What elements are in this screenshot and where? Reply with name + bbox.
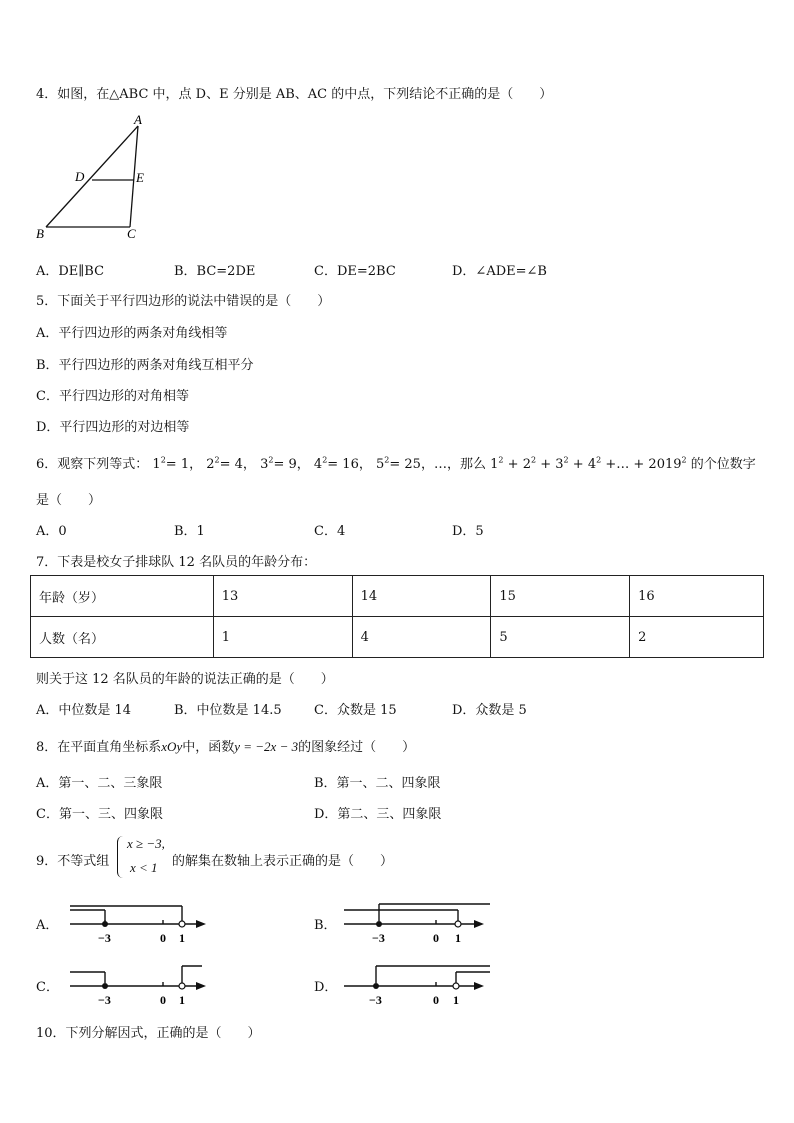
q8-option-a[interactable]: A．第一、二、三象限	[36, 776, 163, 791]
q4-option-b[interactable]: B．BC=2DE	[174, 264, 256, 279]
q6-line2: 是（ ）	[36, 493, 102, 508]
q6-eq-4: $4^2= 16$	[313, 455, 359, 472]
q8-stem: 8．在平面直角坐标系xOy中，函数y = −2x − 3的图象经过（ ）	[36, 739, 416, 755]
q7-option-b[interactable]: B．中位数是 14.5	[174, 703, 282, 718]
q7-stem: 7．下表是校女子排球队 12 名队员的年龄分布：	[36, 555, 317, 570]
tick-label: 1	[179, 931, 185, 945]
tick-label: 1	[453, 993, 459, 1007]
system-brace	[117, 836, 126, 878]
table-cell: 14	[352, 576, 491, 617]
q8-option-d[interactable]: D．第二、三、四象限	[314, 807, 442, 822]
q7-option-c[interactable]: C．众数是 15	[314, 703, 397, 718]
q6-option-d[interactable]: D．5	[452, 524, 484, 539]
q4-option-d[interactable]: D．∠ADE=∠B	[452, 264, 547, 279]
q6-end: 的个位数字	[690, 457, 756, 472]
q6-sum: $1^2 + 2^2 + 3^2 + 4^2$ +… + 2019$^2$	[490, 455, 687, 472]
q8-option-c[interactable]: C．第一、三、四象限	[36, 807, 163, 822]
table-cell: 16	[630, 576, 764, 617]
tick-label: −3	[98, 931, 111, 945]
label-a: A	[134, 112, 142, 127]
q7-option-d[interactable]: D．众数是 5	[452, 703, 527, 718]
q8-coordinate-system: xOy	[161, 739, 183, 754]
q9-ineq-1: x ≥ −3,	[127, 836, 165, 851]
tick-label: 0	[433, 993, 439, 1007]
number-line-d[interactable]	[336, 960, 496, 1010]
table-row	[31, 617, 764, 658]
q8-option-b[interactable]: B．第一、二、四象限	[314, 776, 441, 791]
label-c: C	[127, 226, 136, 241]
q5-option-b[interactable]: B．平行四边形的两条对角线互相平分	[36, 358, 254, 373]
q5-stem: 5．下面关于平行四边形的说法中错误的是（ ）	[36, 294, 331, 309]
tick-label: −3	[372, 931, 385, 945]
table-cell: 4	[352, 617, 491, 658]
q9-post: 的解集在数轴上表示正确的是（ ）	[172, 854, 394, 869]
q7-follow: 则关于这 12 名队员的年龄的说法正确的是（ ）	[36, 672, 334, 687]
number-line-a[interactable]	[60, 898, 210, 948]
q9-option-b-label[interactable]: B．	[314, 918, 337, 933]
q4-option-a[interactable]: A．DE∥BC	[36, 264, 105, 279]
table-cell: 2	[630, 617, 764, 658]
label-e: E	[136, 170, 144, 185]
table-cell: 13	[213, 576, 352, 617]
q6-eq-3: $3^2= 9$	[260, 455, 297, 472]
tick-label: 1	[179, 993, 185, 1007]
q6-eq-2: $2^2= 4$	[206, 455, 243, 472]
q6-eq-5: $5^2= 25$	[376, 455, 421, 472]
q6-stem: 6．观察下列等式： $1^2= 1$， $2^2= 4$， $3^2= 9$， $4^2= 16$， $5^2= 25$，…，那么 $1^2 + 2^2 + 3^2 + 4^2$ +… + 2019$^2$ 的个位数字	[36, 455, 756, 472]
q6-option-c[interactable]: C．4	[314, 524, 346, 539]
label-b: B	[36, 226, 44, 241]
tick-label: 0	[160, 931, 166, 945]
tick-label: −3	[369, 993, 382, 1007]
table-cell: 5	[491, 617, 630, 658]
q10-stem: 10．下列分解因式，正确的是（ ）	[36, 1026, 261, 1041]
q5-option-a[interactable]: A．平行四边形的两条对角线相等	[36, 326, 228, 341]
number-line-b[interactable]	[336, 898, 496, 948]
number-line-c[interactable]	[60, 960, 210, 1010]
q5-option-c[interactable]: C．平行四边形的对角相等	[36, 389, 189, 404]
tick-label: 0	[433, 931, 439, 945]
table-cell: 1	[213, 617, 352, 658]
side-ab	[46, 126, 138, 227]
q9-option-d-label[interactable]: D．	[314, 980, 338, 995]
q6-option-b[interactable]: B．1	[174, 524, 205, 539]
q5-option-d[interactable]: D．平行四边形的对边相等	[36, 420, 190, 435]
q4-stem: 4．如图，在△ABC 中，点 D、E 分别是 AB、AC 的中点，下列结论不正确的是（ ）	[36, 87, 553, 102]
age-table	[30, 575, 764, 658]
q7-option-a[interactable]: A．中位数是 14	[36, 703, 132, 718]
table-cell: 15	[491, 576, 630, 617]
q6-eq-1: $1^2= 1$	[152, 455, 190, 472]
q9-option-a-label[interactable]: A．	[36, 918, 59, 933]
tick-label: 0	[160, 993, 166, 1007]
tick-label: −3	[98, 993, 111, 1007]
table-row	[31, 576, 764, 617]
table-cell: 年龄（岁）	[31, 576, 214, 617]
q6-prefix: 6．观察下列等式：	[36, 457, 149, 472]
triangle-figure	[30, 110, 160, 245]
q4-option-c[interactable]: C．DE=2BC	[314, 264, 396, 279]
q8-function: y = −2x − 3	[234, 739, 299, 754]
label-d: D	[75, 169, 85, 184]
q9-ineq-2: x < 1	[130, 860, 158, 875]
q9-pre: 9．不等式组	[36, 854, 110, 869]
q9-option-c-label[interactable]: C．	[36, 980, 59, 995]
q6-option-a[interactable]: A．0	[36, 524, 67, 539]
tick-label: 1	[455, 931, 461, 945]
table-cell: 人数（名）	[31, 617, 214, 658]
